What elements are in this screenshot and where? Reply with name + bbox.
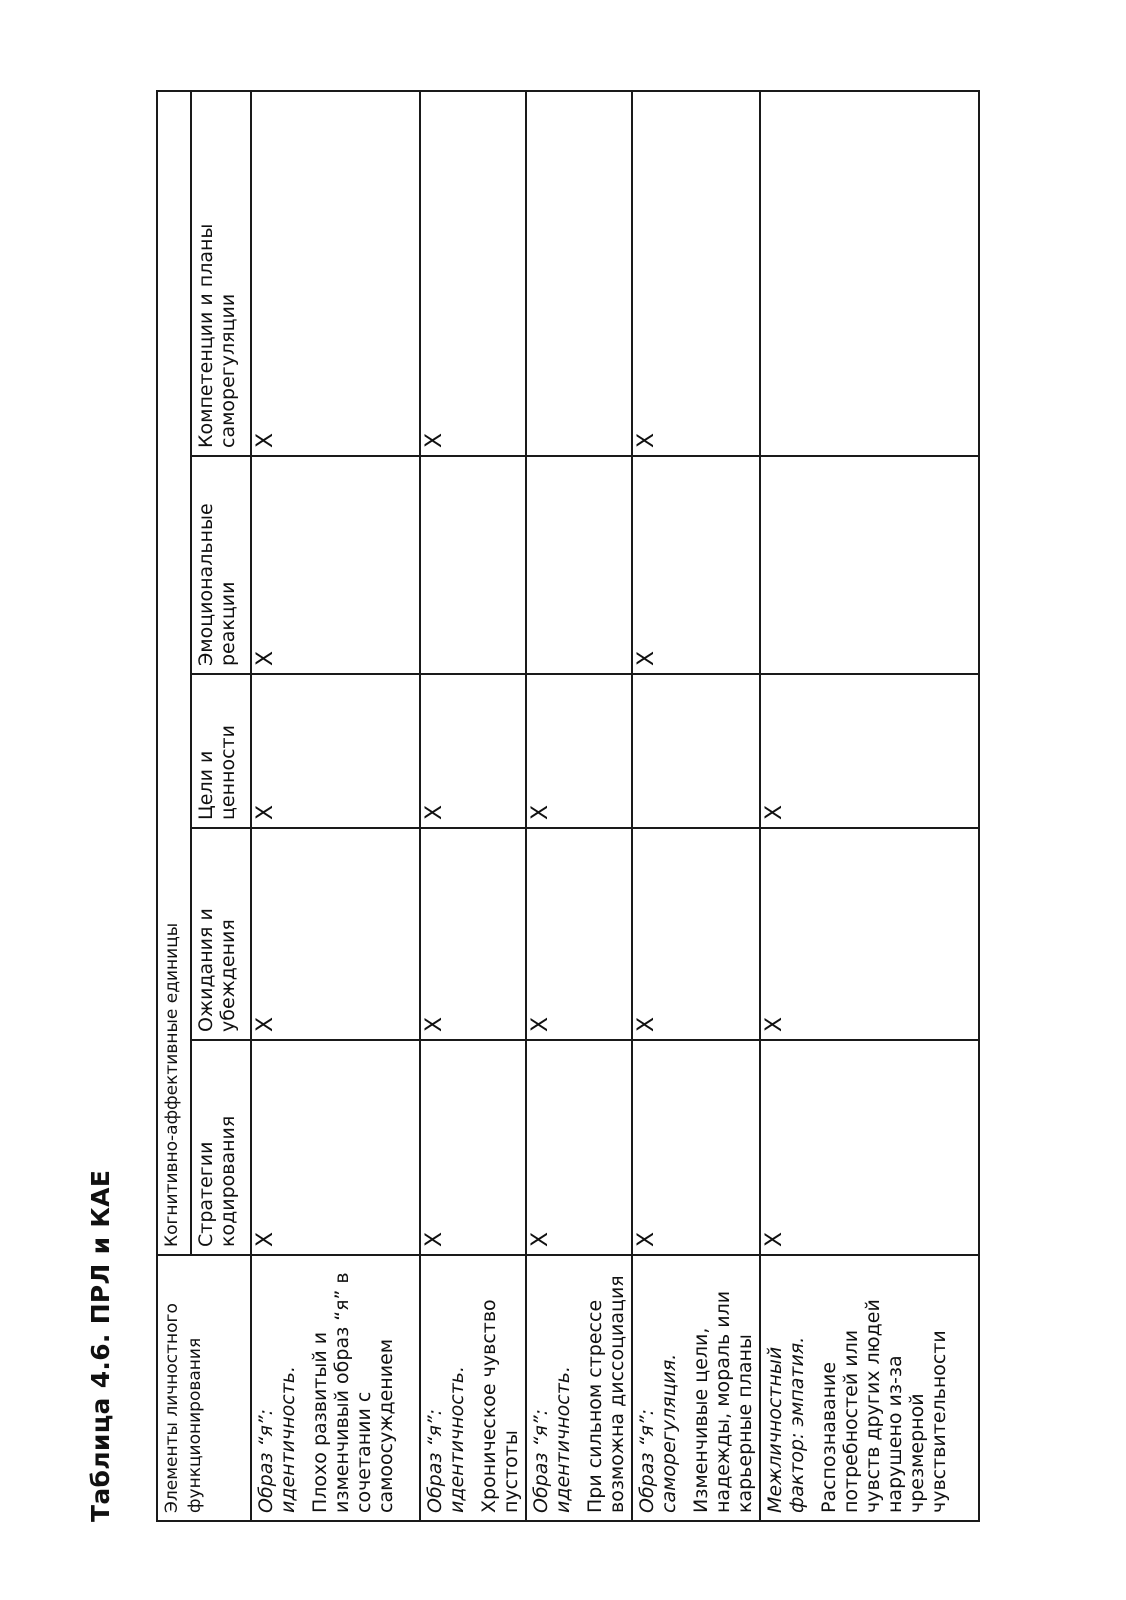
mark-cell: X [251, 91, 420, 456]
row-label [760, 1255, 979, 1521]
row-label [526, 1255, 632, 1521]
row-factor: Образ “я”: идентичность. [255, 1365, 299, 1513]
header-expectations-beliefs: Ожидания и убеждения [191, 828, 251, 1040]
mark-cell [760, 91, 979, 456]
mark-cell [632, 674, 760, 828]
header-competencies-plans: Компетенции и планы саморегуляции [191, 91, 251, 456]
row-label [632, 1255, 760, 1521]
mark-cell: X [526, 1040, 632, 1255]
mark-cell: X [420, 828, 526, 1040]
header-group: Когнитивно-аффективные единицы [157, 91, 191, 1255]
mark-cell: X [251, 674, 420, 828]
mark-cell: X [526, 828, 632, 1040]
mark-cell: X [251, 456, 420, 674]
mark-cell: X [526, 674, 632, 828]
mark-cell: X [632, 456, 760, 674]
table-row [251, 91, 420, 1521]
mark-cell: X [632, 828, 760, 1040]
mark-cell: X [760, 1040, 979, 1255]
row-factor: Межличностный фактор: эмпатия. [764, 1336, 808, 1513]
table-row [420, 91, 526, 1521]
mark-cell [420, 456, 526, 674]
row-text: Хроническое чувство пустоты [478, 1299, 522, 1513]
row-text: Изменчивые цели, надежды, мораль или карьерные планы [690, 1290, 756, 1513]
mark-cell: X [420, 1040, 526, 1255]
row-text: При сильном стрессе возможна диссоциация [584, 1275, 628, 1513]
mark-cell: X [632, 91, 760, 456]
mark-cell [760, 456, 979, 674]
mark-cell: X [760, 674, 979, 828]
row-text: Распознавание потребностей или чувств других людей нарушено из-за чрезмерной чувствительности [818, 1299, 950, 1513]
row-label [251, 1255, 420, 1521]
row-factor: Образ “я”: саморегуляция. [636, 1353, 680, 1513]
header-encoding-strategies: Стратегии кодирования [191, 1040, 251, 1255]
mark-cell: X [420, 91, 526, 456]
table-caption: Таблица 4.6. ПРЛ и КАЕ [86, 1169, 115, 1522]
mark-cell: X [632, 1040, 760, 1255]
header-goals-values: Цели и ценности [191, 674, 251, 828]
row-label [420, 1255, 526, 1521]
mark-cell: X [251, 828, 420, 1040]
header-emotional-reactions: Эмоциональные реакции [191, 456, 251, 674]
row-factor: Образ “я”: идентичность. [424, 1365, 468, 1513]
table-row [760, 91, 979, 1521]
bpd-cau-table [156, 90, 980, 1522]
mark-cell [526, 456, 632, 674]
table-row [632, 91, 760, 1521]
row-factor: Образ “я”: идентичность. [530, 1365, 574, 1513]
mark-cell [526, 91, 632, 456]
row-text: Плохо развитый и изменчивый образ “я” в сочетании с самоосуждением [309, 1272, 397, 1513]
mark-cell: X [251, 1040, 420, 1255]
mark-cell: X [420, 674, 526, 828]
header-elements: Элементы личностного функционирования [157, 1255, 251, 1521]
table-row [526, 91, 632, 1521]
mark-cell: X [760, 828, 979, 1040]
